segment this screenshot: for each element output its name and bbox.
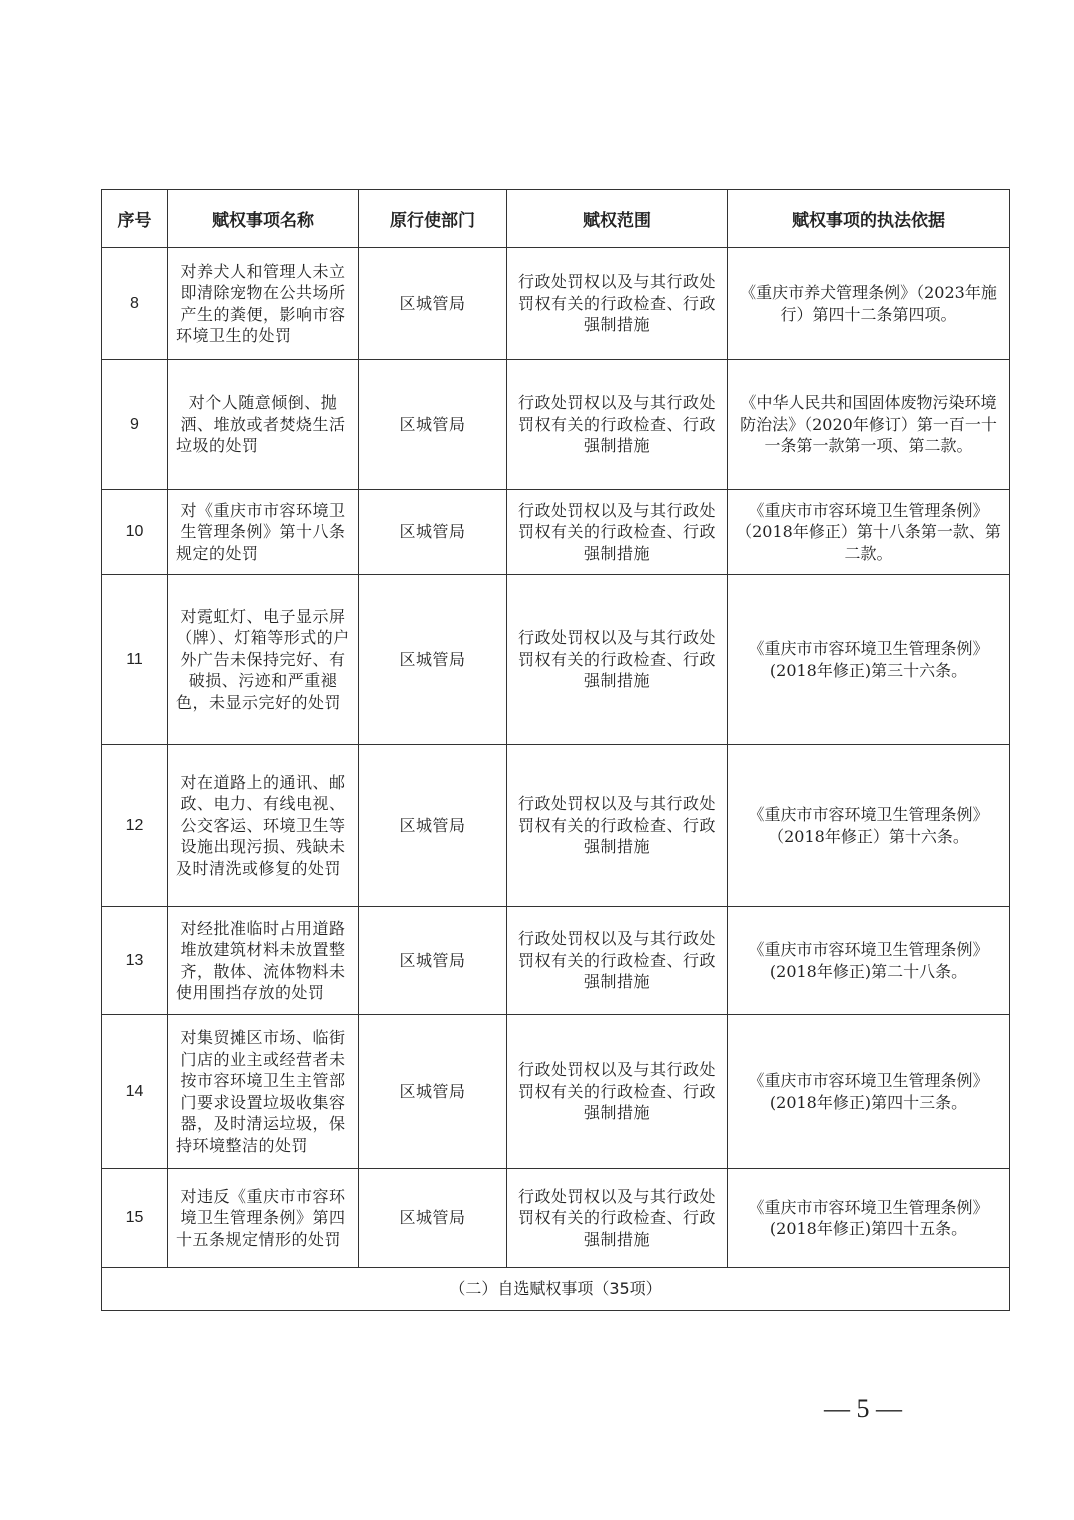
header-item-name: 赋权事项名称 [168,190,359,248]
row-dept: 区城管局 [359,248,507,360]
table-row [102,745,1010,907]
row-dept: 区城管局 [359,745,507,907]
row-item-name: 对经批准临时占用道路堆放建筑材料未放置整齐，散体、流体物料未使用围挡存放的处罚 [168,907,359,1015]
table-row [102,575,1010,745]
row-dept: 区城管局 [359,1169,507,1268]
row-item-name: 对在道路上的通讯、邮政、电力、有线电视、公交客运、环境卫生等设施出现污损、残缺未及时清洗或修复的处罚 [168,745,359,907]
row-item-name: 对集贸摊区市场、临街门店的业主或经营者未按市容环境卫生主管部门要求设置垃圾收集容器，及时清运垃圾，保持环境整洁的处罚 [168,1015,359,1169]
row-seq: 15 [102,1169,168,1268]
row-scope: 行政处罚权以及与其行政处罚权有关的行政检查、行政强制措施 [507,907,728,1015]
page-number: — 5 — [824,1394,902,1423]
row-seq: 8 [102,248,168,360]
row-dept: 区城管局 [359,1015,507,1169]
header-scope: 赋权范围 [507,190,728,248]
row-seq: 11 [102,575,168,745]
header-seq: 序号 [102,190,168,248]
table-row [102,1169,1010,1268]
row-item-name: 对养犬人和管理人未立即清除宠物在公共场所产生的粪便，影响市容环境卫生的处罚 [168,248,359,360]
row-scope: 行政处罚权以及与其行政处罚权有关的行政检查、行政强制措施 [507,248,728,360]
table-header-row [102,190,1010,248]
row-basis: 《中华人民共和国固体废物污染环境防治法》（2020年修订）第一百一十一条第一款第一项、第二款。 [728,360,1010,490]
section-heading: （二）自选赋权事项（35项） [102,1268,1010,1311]
table-row [102,360,1010,490]
row-scope: 行政处罚权以及与其行政处罚权有关的行政检查、行政强制措施 [507,745,728,907]
row-item-name: 对霓虹灯、电子显示屏（牌）、灯箱等形式的户外广告未保持完好、有破损、污迹和严重褪色，未显示完好的处罚 [168,575,359,745]
row-scope: 行政处罚权以及与其行政处罚权有关的行政检查、行政强制措施 [507,575,728,745]
table-row [102,248,1010,360]
row-scope: 行政处罚权以及与其行政处罚权有关的行政检查、行政强制措施 [507,1015,728,1169]
row-dept: 区城管局 [359,575,507,745]
row-seq: 14 [102,1015,168,1169]
row-seq: 12 [102,745,168,907]
row-item-name: 对违反《重庆市市容环境卫生管理条例》第四十五条规定情形的处罚 [168,1169,359,1268]
row-item-name: 对《重庆市市容环境卫生管理条例》第十八条规定的处罚 [168,490,359,575]
row-dept: 区城管局 [359,907,507,1015]
row-basis: 《重庆市养犬管理条例》（2023年施行）第四十二条第四项。 [728,248,1010,360]
row-basis: 《重庆市市容环境卫生管理条例》(2018年修正)第三十六条。 [728,575,1010,745]
empowerment-table [101,189,1010,1311]
row-basis: 《重庆市市容环境卫生管理条例》(2018年修正)第四十三条。 [728,1015,1010,1169]
row-basis: 《重庆市市容环境卫生管理条例》(2018年修正)第四十五条。 [728,1169,1010,1268]
row-seq: 10 [102,490,168,575]
row-scope: 行政处罚权以及与其行政处罚权有关的行政检查、行政强制措施 [507,490,728,575]
row-basis: 《重庆市市容环境卫生管理条例》（2018年修正）第十六条。 [728,745,1010,907]
table-row [102,1015,1010,1169]
header-original-dept: 原行使部门 [359,190,507,248]
row-item-name: 对个人随意倾倒、抛洒、堆放或者焚烧生活垃圾的处罚 [168,360,359,490]
section-row [102,1268,1010,1311]
table-row [102,490,1010,575]
row-seq: 9 [102,360,168,490]
row-scope: 行政处罚权以及与其行政处罚权有关的行政检查、行政强制措施 [507,1169,728,1268]
row-basis: 《重庆市市容环境卫生管理条例》(2018年修正)第二十八条。 [728,907,1010,1015]
header-legal-basis: 赋权事项的执法依据 [728,190,1010,248]
row-basis: 《重庆市市容环境卫生管理条例》（2018年修正）第十八条第一款、第二款。 [728,490,1010,575]
row-scope: 行政处罚权以及与其行政处罚权有关的行政检查、行政强制措施 [507,360,728,490]
row-seq: 13 [102,907,168,1015]
row-dept: 区城管局 [359,360,507,490]
row-dept: 区城管局 [359,490,507,575]
table-row [102,907,1010,1015]
